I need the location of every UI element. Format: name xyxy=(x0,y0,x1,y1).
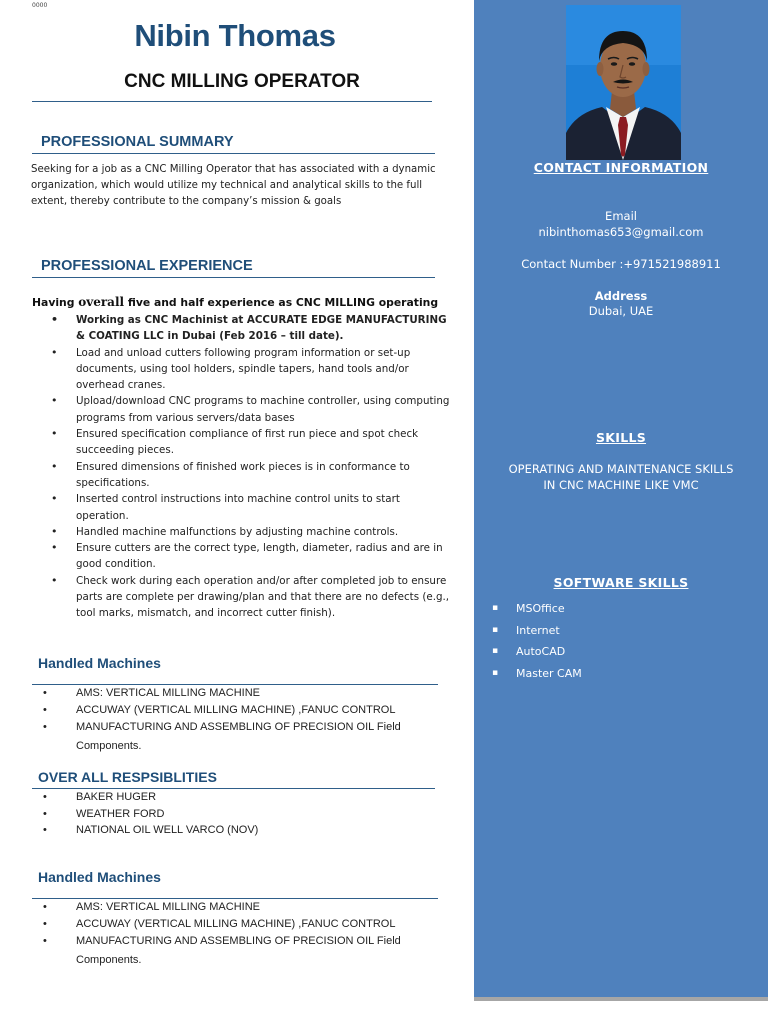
experience-list xyxy=(32,312,452,622)
sidebar-shadow xyxy=(474,997,768,1001)
list-item: • Load and unload cutters following program information or set-up documents, using tool holders, spindle tapers, hand tools and/or overhead cranes. xyxy=(32,345,452,394)
list-item: • MANUFACTURING AND ASSEMBLING OF PRECISION OIL Field Components. xyxy=(32,932,432,970)
list-item: • AMS: VERTICAL MILLING MACHINE xyxy=(32,899,432,916)
responsibilities-heading: OVER ALL RESPSIBLITIES xyxy=(38,769,217,785)
list-item: • Ensure cutters are the correct type, length, diameter, radius and are in good condition. xyxy=(32,540,452,573)
list-item: ▪ MSOffice xyxy=(492,598,582,620)
title-divider xyxy=(32,101,432,102)
job-title: CNC MILLING OPERATOR xyxy=(124,71,360,92)
summary-text: Seeking for a job as a CNC Milling Operator that has associated with a dynamic organization, which would utilize my technical and analytical skills to the full extent, thereby contribute to the company’s mission & goals xyxy=(31,164,436,207)
list-item: • BAKER HUGER xyxy=(32,789,432,806)
list-item: • ACCUWAY (VERTICAL MILLING MACHINE) ,FANUC CONTROL xyxy=(32,702,432,719)
software-heading: SOFTWARE SKILLS xyxy=(553,575,689,590)
profile-photo xyxy=(566,5,681,160)
list-item: • Check work during each operation and/or after completed job to ensure parts are complete per drawing/plan and that there are no defects (e.g., tool marks, mismatch, and incorrect cutter finish). xyxy=(32,573,452,622)
list-item: ▪ AutoCAD xyxy=(492,641,582,663)
list-item: ▪ Internet xyxy=(492,620,582,642)
list-item: • MANUFACTURING AND ASSEMBLING OF PRECISION OIL Field Components. xyxy=(32,718,432,756)
list-item: • ACCUWAY (VERTICAL MILLING MACHINE) ,FANUC CONTROL xyxy=(32,916,432,933)
list-item: • Ensured specification compliance of first run piece and spot check succeeding pieces. xyxy=(32,426,452,459)
list-item: • NATIONAL OIL WELL VARCO (NOV) xyxy=(32,822,432,839)
list-item: ▪ Master CAM xyxy=(492,663,582,685)
list-item: • WEATHER FORD xyxy=(32,806,432,823)
list-item: • Ensured dimensions of finished work pieces is in conformance to specifications. xyxy=(32,459,452,492)
summary-heading: PROFESSIONAL SUMMARY xyxy=(41,134,234,150)
skills-text: OPERATING AND MAINTENANCE SKILLS IN CNC MACHINE LIKE VMC xyxy=(508,462,734,492)
summary-divider xyxy=(32,153,435,154)
list-item: • Inserted control instructions into machine control units to start operation. xyxy=(32,491,452,524)
software-list xyxy=(492,598,582,684)
experience-intro-prefix: Having xyxy=(32,296,79,309)
address-label: Address xyxy=(594,289,648,303)
experience-intro-suffix: five and half experience as CNC MILLING operating xyxy=(124,296,439,309)
list-item: • Working as CNC Machinist at ACCURATE EDGE MANUFACTURING & COATING LLC in Dubai (Feb 2016 – till date). xyxy=(32,312,452,345)
skills-heading: SKILLS xyxy=(595,430,647,445)
list-item: • AMS: VERTICAL MILLING MACHINE xyxy=(32,685,432,702)
candidate-name: Nibin Thomas xyxy=(134,18,336,53)
experience-intro xyxy=(32,295,452,309)
email-label: Email xyxy=(605,209,637,223)
machines-heading-2: Handled Machines xyxy=(38,869,161,885)
corner-mark: 0000 xyxy=(32,2,48,9)
list-item: • Upload/download CNC programs to machine controller, using computing programs from various servers/data bases xyxy=(32,393,452,426)
machines-heading: Handled Machines xyxy=(38,655,161,671)
list-item: • Handled machine malfunctions by adjusting machine controls. xyxy=(32,524,452,540)
contact-heading: CONTACT INFORMATION xyxy=(533,160,709,175)
responsibilities-list xyxy=(32,789,432,839)
machines-list-2 xyxy=(32,899,432,970)
phone-value: Contact Number :+971521988911 xyxy=(521,257,721,271)
address-value: Dubai, UAE xyxy=(588,304,654,318)
experience-divider xyxy=(32,277,435,278)
email-value[interactable]: nibinthomas653@gmail.com xyxy=(538,225,704,239)
experience-heading: PROFESSIONAL EXPERIENCE xyxy=(41,258,253,274)
experience-intro-overall: overall xyxy=(78,295,125,309)
machines-list xyxy=(32,685,432,756)
